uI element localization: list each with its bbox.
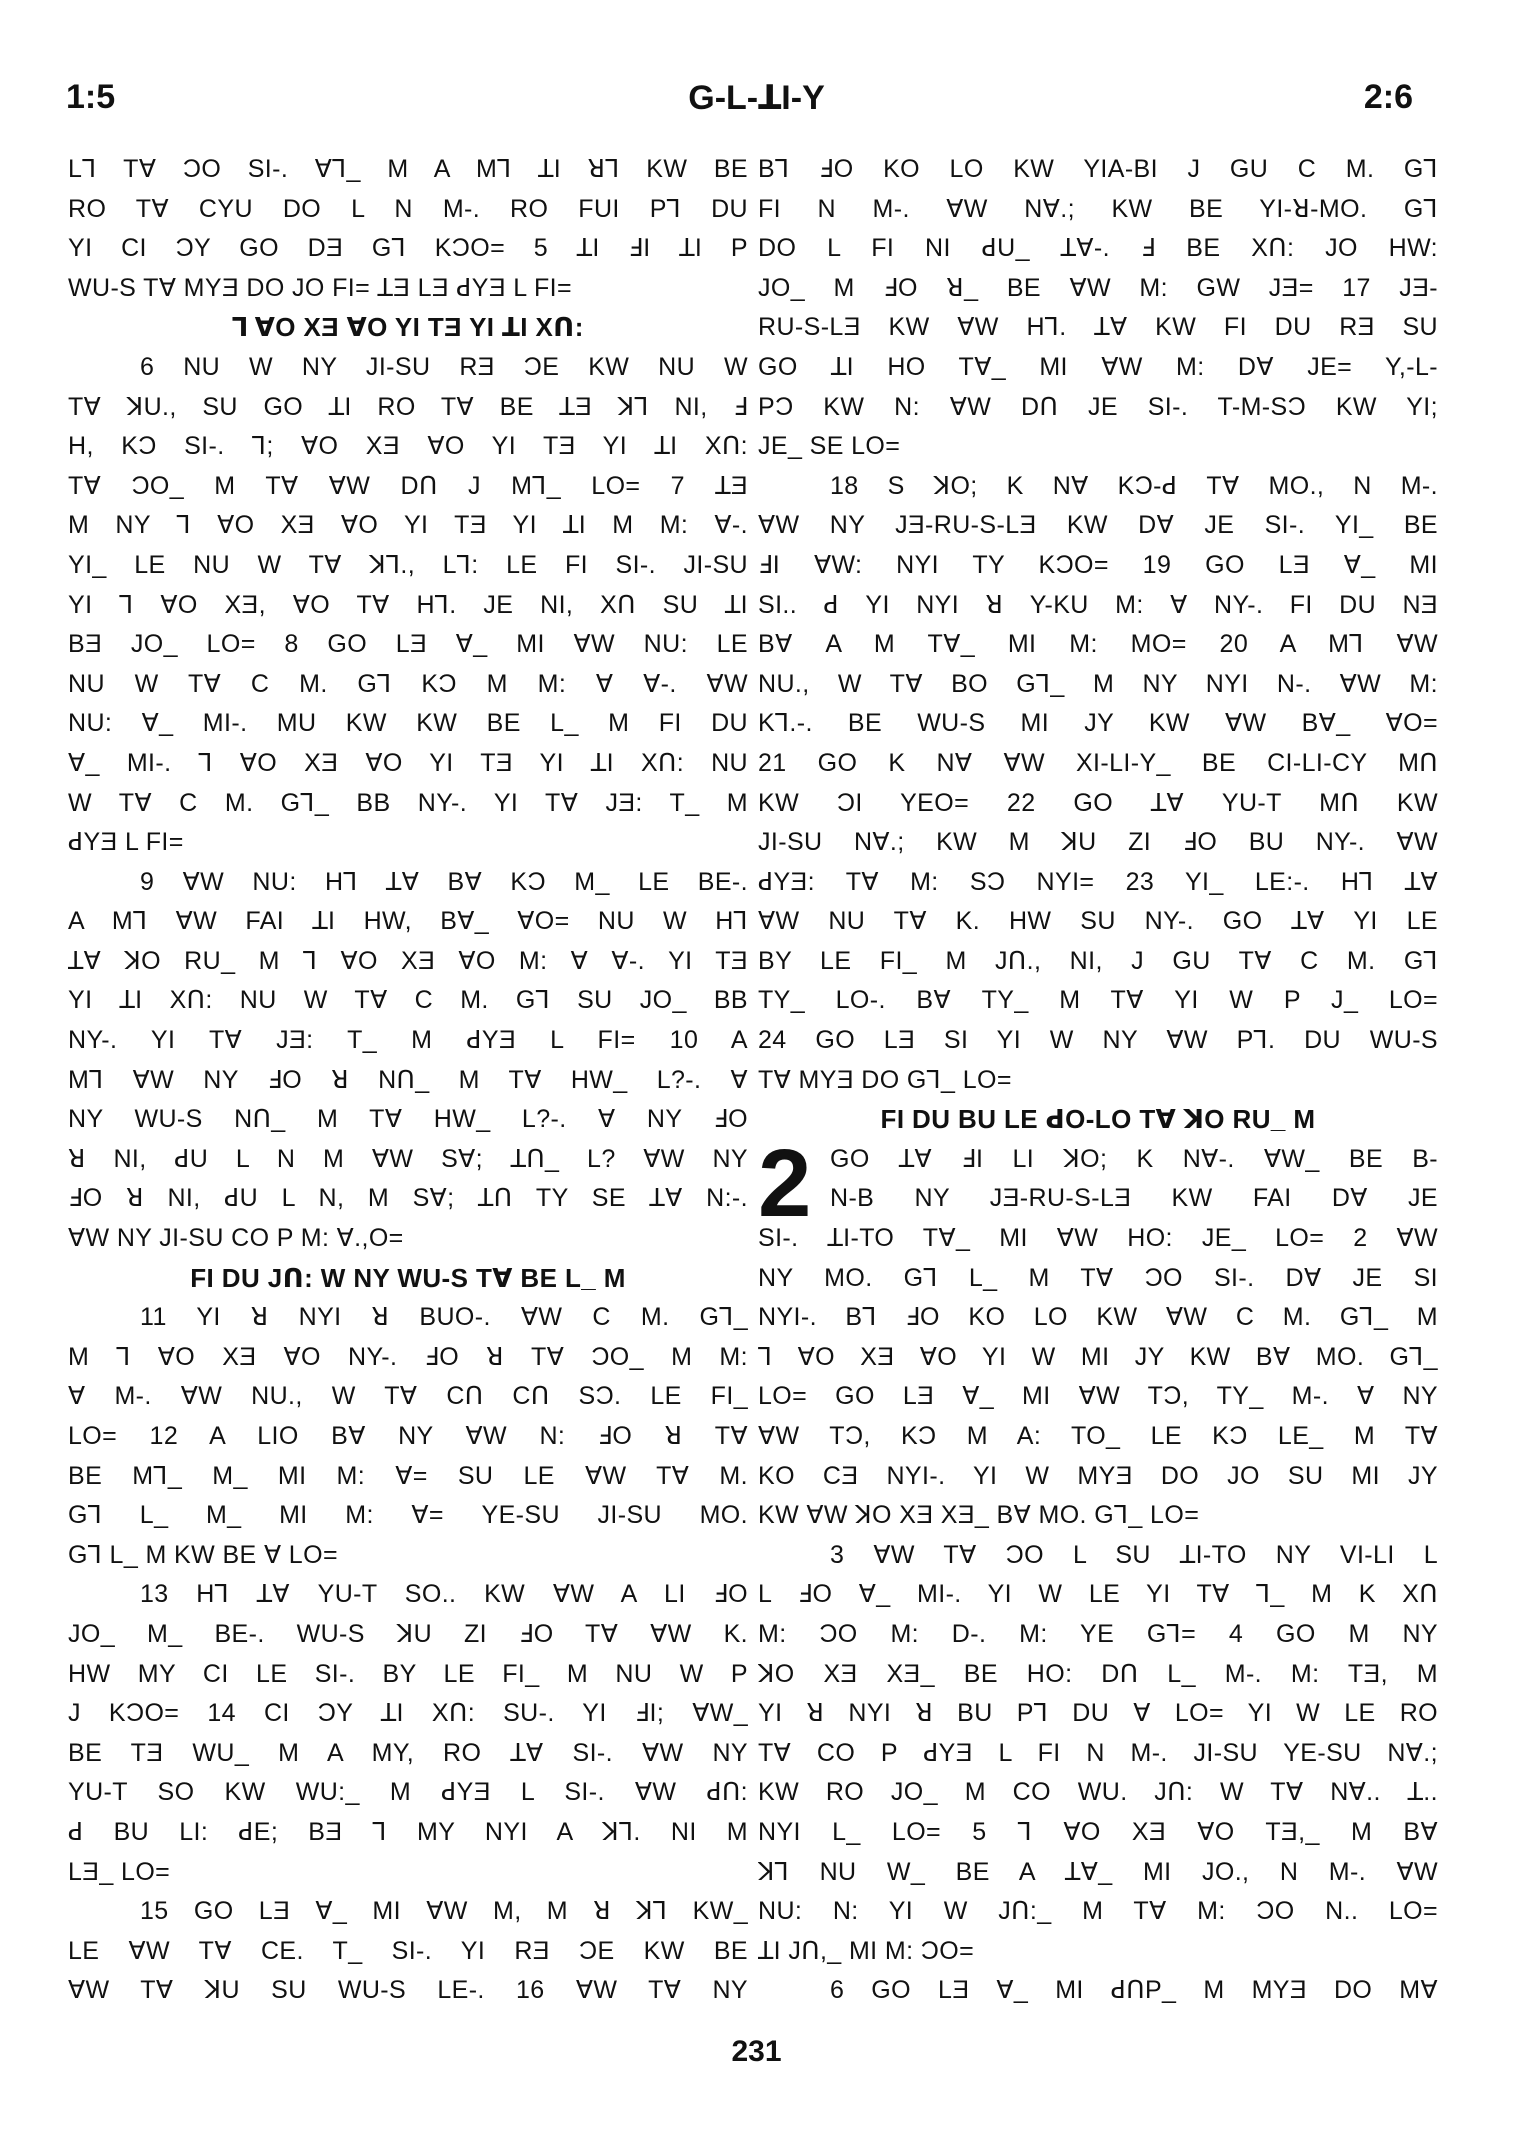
text-line: ꓒ BU LI: ꓒE; BƎ ꓶ MY NYI A ꓘꓶ. NI M (68, 1817, 748, 1846)
text-line: ꓒYƎ: Tꓯ M: SƆ NYI= 23 YI_ LE:-. Hꓶ ꓕꓯ (758, 867, 1438, 896)
text-line: N-B NY JƎ-RU-S-LƎ KW FAI Dꓯ JE (830, 1184, 1438, 1213)
text-line: YI ꓕI Xꓵ: NU W Tꓯ C M. Gꓶ SU JO_ BB (68, 986, 748, 1015)
right-text-column (758, 150, 1438, 2011)
chapter-number-dropcap: 2 (758, 1129, 812, 1237)
text-line: Bꓶ ꓞO KO LO KW YIA-BI J GU C M. Gꓶ (758, 155, 1438, 183)
text-line: W Tꓯ C M. Gꓶ_ BB NY-. YI Tꓯ JƎ: T_ M (68, 788, 748, 817)
text-line: KW ꓯW ꓘO XƎ XƎ_ Bꓯ MO. Gꓶ_ LO= (758, 1501, 1200, 1530)
text-line: YI CI ƆY GO DƎ Gꓶ KƆO= 5 ꓕI ꓞI ꓕI P (68, 234, 748, 263)
text-line: KW ƆI YEO= 22 GO ꓕꓯ YU-T Mꓵ KW (758, 788, 1438, 817)
text-line: NY MO. Gꓶ L_ M Tꓯ ƆO SI-. Dꓯ JE SI (758, 1263, 1438, 1292)
header-verse-end: 2:6 (1363, 78, 1413, 116)
running-head (60, 78, 1453, 128)
text-line: FI N M-. ꓯW Nꓯ.; KW BE YI-ꓤ-MO. Gꓶ (758, 194, 1438, 223)
text-line: YI ꓶ ꓯO XƎ, ꓯO Tꓯ Hꓶ. JE NI, Xꓵ SU ꓕI (68, 590, 748, 619)
chapter-start (758, 1129, 1438, 1237)
text-line: RO Tꓯ CYU DO L N M-. RO FUI Pꓶ DU (68, 194, 748, 223)
text-line: 6 NU W NY JI-SU RƎ ƆE KW NU W (140, 352, 748, 381)
text-line: 6 GO LƎ ꓯ_ MI ꓒꓵP_ M MYƎ DO Mꓯ (830, 1976, 1438, 2005)
text-line: PƆ KW N: ꓯW Dꓵ JE SI-. T-M-SƆ KW YI; (758, 392, 1438, 421)
text-line: SI.. ꓒ YI NYI ꓤ Y-KU M: ꓯ NY-. FI DU NƎ (758, 590, 1438, 619)
text-line: NYI L_ LO= 5 ꓶ ꓯO XƎ ꓯO TƎ,_ M Bꓯ (758, 1817, 1438, 1846)
text-line: ꓯW NY JƎ-RU-S-LƎ KW Dꓯ JE SI-. YI_ BE (758, 511, 1438, 540)
text-line: ꓤ NI, ꓒU L N M ꓯW Sꓯ; ꓕꓵ_ L? ꓯW NY (68, 1144, 748, 1173)
text-line: Tꓯ CO P ꓒYƎ L FI N M-. JI-SU YE-SU Nꓯ.; (758, 1738, 1438, 1767)
text-line: BE TƎ WU_ M A MY, RO ꓕꓯ SI-. ꓯW NY (68, 1738, 748, 1767)
text-line: M NY ꓶ ꓯO XƎ ꓯO YI TƎ YI ꓕI M M: ꓯ-. (68, 511, 748, 540)
text-line: ꓯW NU Tꓯ K. HW SU NY-. GO ꓕꓯ YI LE (758, 907, 1438, 936)
text-line: ꓶ ꓯO XƎ ꓯO YI W MI JY KW Bꓯ MO. Gꓶ_ (758, 1342, 1438, 1371)
text-line: LE ꓯW Tꓯ CE. T_ SI-. YI RƎ ƆE KW BE (68, 1936, 748, 1965)
text-line: Gꓶ L_ M_ MI M: ꓯ= YE-SU JI-SU MO. (68, 1501, 748, 1530)
text-line: ꓞI ꓯW: NYI TY KƆO= 19 GO LƎ ꓯ_ MI (758, 550, 1438, 579)
text-line: HW MY CI LE SI-. BY LE FI_ M NU W P (68, 1659, 748, 1688)
text-line: SI-. ꓕI-TO Tꓯ_ MI ꓯW HO: JE_ LO= 2 ꓯW (758, 1224, 1438, 1253)
text-line: ꓕꓯ ꓘO RU_ M ꓶ ꓯO XƎ ꓯO M: ꓯ ꓯ-. YI TƎ (68, 946, 748, 975)
text-line: ꓞO ꓤ NI, ꓒU L N, M Sꓯ; ꓕꓵ TY SE ꓕꓯ N:-. (68, 1184, 748, 1213)
text-line: LƎ_ LO= (68, 1857, 171, 1886)
text-line: 18 S ꓘO; K Nꓯ KƆ-ꓒ Tꓯ MO., N M-. (830, 471, 1438, 500)
text-line: M: ƆO M: D-. M: YE Gꓶ= 4 GO M NY (758, 1619, 1438, 1648)
text-line: 9 ꓯW NU: Hꓶ ꓕꓯ Bꓯ KƆ M_ LE BE-. (140, 867, 748, 896)
text-line: 11 YI ꓤ NYI ꓤ BUO-. ꓯW C M. Gꓶ_ (140, 1303, 748, 1332)
right-column-text-before-chapter (758, 150, 1438, 1140)
text-line: 13 Hꓶ ꓕꓯ YU-T SO.. KW ꓯW A LI ꓞO (140, 1580, 748, 1609)
text-line: NU: ꓯ_ MI-. MU KW KW BE L_ M FI DU (68, 709, 748, 738)
text-line: Lꓶ Tꓯ ƆO SI-. ꓯꓶ_ M A Mꓶ ꓕI ꓤꓶ KW BE (68, 155, 748, 183)
text-line: KO CƎ NYI-. YI W MYƎ DO JO SU MI JY (758, 1461, 1438, 1490)
text-line: YU-T SO KW WU:_ M ꓒYƎ L SI-. ꓯW ꓒꓵ: (68, 1778, 748, 1807)
text-line: J KƆO= 14 CI ƆY ꓕI Xꓵ: SU-. YI ꓞI; ꓯW_ (68, 1699, 748, 1728)
text-line: L ꓞO ꓯ_ MI-. YI W LE YI Tꓯ ꓶ_ M K Xꓵ (758, 1580, 1438, 1609)
text-line: ꓯW Tꓯ ꓘU SU WU-S LE-. 16 ꓯW Tꓯ NY (68, 1976, 748, 2005)
text-line: NU: N: YI W Jꓵ:_ M Tꓯ M: ƆO N.. LO= (758, 1897, 1438, 1926)
text-line: NY-. YI Tꓯ JƎ: T_ M ꓒYƎ L FI= 10 A (68, 1026, 748, 1055)
text-line: ꓯ M-. ꓯW NU., W Tꓯ Cꓵ Cꓵ SƆ. LE FI_ (68, 1382, 748, 1411)
text-line: GO ꓕI HO Tꓯ_ MI ꓯW M: Dꓯ JE= Y,-L- (758, 352, 1438, 381)
text-line: A Mꓶ ꓯW FAI ꓕI HW, Bꓯ_ ꓯO= NU W Hꓶ (68, 907, 748, 936)
text-line: Kꓶ.-. BE WU-S MI JY KW ꓯW Bꓯ_ ꓯO= (758, 709, 1438, 738)
text-line: WU-S Tꓯ MYƎ DO JO FI= ꓕƎ LƎ ꓒYƎ L FI= (68, 273, 573, 302)
text-line: 3 ꓯW Tꓯ ƆO L SU ꓕI-TO NY VI-LI L (830, 1540, 1438, 1569)
text-line: NU., W Tꓯ BO Gꓶ_ M NY NYI N-. ꓯW M: (758, 669, 1438, 698)
page-number: 231 (731, 2035, 782, 2068)
text-line: H, KƆ SI-. ꓶ; ꓯO XƎ ꓯO YI TƎ YI ꓕI Xꓵ: (68, 432, 748, 461)
chapter-opening-lines (758, 1140, 1438, 1219)
text-line: NY WU-S Nꓵ_ M Tꓯ HW_ L?-. ꓯ NY ꓞO (68, 1105, 748, 1134)
text-line: RU-S-LƎ KW ꓯW Hꓶ. ꓕꓯ KW FI DU RƎ SU (758, 313, 1438, 342)
text-line: LO= GO LƎ ꓯ_ MI ꓯW TƆ, TY_ M-. ꓯ NY (758, 1382, 1438, 1411)
text-line: BƎ JO_ LO= 8 GO LƎ ꓯ_ MI ꓯW NU: LE (68, 630, 748, 659)
text-line: ꓘꓶ NU W_ BE A ꓕꓯ_ MI JO., N M-. ꓯW (758, 1857, 1438, 1886)
text-line: ꓯW NY JI-SU CO P M: ꓯ.,O= (68, 1224, 404, 1253)
text-line: LO= 12 A LIO Bꓯ NY ꓯW N: ꓞO ꓤ Tꓯ (68, 1422, 748, 1450)
text-line: Bꓯ A M Tꓯ_ MI M: MO= 20 A Mꓶ ꓯW (758, 630, 1438, 659)
section-heading: FI DU Jꓵ: W NY WU-S Tꓯ BE L_ M (190, 1262, 626, 1293)
header-book-title: G-L-ꓕI-Y (688, 79, 825, 117)
text-line: KW RO JO_ M CO WU. Jꓵ: W Tꓯ Nꓯ.. ꓕ.. (758, 1778, 1438, 1807)
text-line: ꓘO XƎ XƎ_ BE HO: Dꓵ L_ M-. M: TƎ, M (758, 1659, 1438, 1688)
text-line: M ꓶ ꓯO XƎ ꓯO NY-. ꓞO ꓤ Tꓯ ƆO_ M M: (68, 1342, 748, 1371)
text-line: JO_ M ꓞO ꓤ_ BE ꓯW M: GW JƎ= 17 JƎ- (758, 273, 1438, 302)
text-line: TY_ LO-. Bꓯ TY_ M Tꓯ YI W P J_ LO= (758, 986, 1438, 1015)
header-verse-start: 1:5 (66, 78, 116, 116)
section-heading: FI DU BU LE ꓒO-LO Tꓯ ꓘO RU_ M (880, 1104, 1316, 1135)
section-heading: ꓶ ꓯO XƎ ꓯO YI TƎ YI ꓕI Xꓵ: (232, 312, 584, 343)
text-line: Gꓶ L_ M KW BE ꓯ LO= (68, 1540, 338, 1569)
text-line: BE Mꓶ_ M_ MI M: ꓯ= SU LE ꓯW Tꓯ M. (68, 1461, 748, 1490)
text-line: ꓯW TƆ, KƆ M A: TO_ LE KƆ LE_ M Tꓯ (758, 1422, 1438, 1450)
text-line: NYI-. Bꓶ ꓞO KO LO KW ꓯW C M. Gꓶ_ M (758, 1303, 1438, 1332)
text-line: JI-SU Nꓯ.; KW M ꓘU ZI ꓞO BU NY-. ꓯW (758, 828, 1438, 857)
text-line: NU W Tꓯ C M. Gꓶ KƆ M M: ꓯ ꓯ-. ꓯW (68, 669, 748, 698)
text-line: Tꓯ MYƎ DO Gꓶ_ LO= (758, 1065, 1012, 1094)
text-line: 21 GO K Nꓯ ꓯW XI-LI-Y_ BE CI-LI-CY Mꓵ (758, 748, 1438, 777)
text-line: DO L FI NI ꓒU_ ꓕꓯ-. ꓞ BE Xꓵ: JO HW: (758, 234, 1438, 263)
text-line: Mꓶ ꓯW NY ꓞO ꓤ Nꓵ_ M Tꓯ HW_ L?-. ꓯ (68, 1065, 748, 1094)
text-line: 15 GO LƎ ꓯ_ MI ꓯW M, M ꓤ ꓘꓶ KW_ (140, 1897, 748, 1926)
text-line: GO ꓕꓯ ꓞI LI ꓘO; K Nꓯ-. ꓯW_ BE B- (830, 1144, 1438, 1173)
text-line: 24 GO LƎ SI YI W NY ꓯW Pꓶ. DU WU-S (758, 1026, 1438, 1055)
text-line: YI ꓤ NYI ꓤ BU Pꓶ DU ꓯ LO= YI W LE RO (758, 1699, 1438, 1728)
text-line: ꓒYƎ L FI= (68, 828, 184, 857)
right-column-text-after-chapter-opening (758, 1219, 1438, 2011)
text-line: JE_ SE LO= (758, 432, 901, 461)
text-line: JO_ M_ BE-. WU-S ꓘU ZI ꓞO Tꓯ ꓯW K. (68, 1619, 748, 1648)
text-line: ꓯ_ MI-. ꓶ ꓯO XƎ ꓯO YI TƎ YI ꓕI Xꓵ: NU (68, 748, 748, 777)
text-line: BY LE FI_ M Jꓵ., NI, J GU Tꓯ C M. Gꓶ (758, 946, 1438, 975)
left-text-column (68, 150, 748, 2011)
text-line: YI_ LE NU W Tꓯ ꓘꓶ., Lꓶ: LE FI SI-. JI-SU (68, 550, 748, 579)
text-line: Tꓯ ƆO_ M Tꓯ ꓯW Dꓵ J Mꓶ_ LO= 7 ꓕƎ (68, 471, 748, 500)
text-line: Tꓯ ꓘU., SU GO ꓕI RO Tꓯ BE ꓕƎ ꓘꓶ NI, ꓞ (68, 392, 748, 421)
text-line: ꓕI Jꓵ,_ MI M: ƆO= (758, 1936, 975, 1965)
